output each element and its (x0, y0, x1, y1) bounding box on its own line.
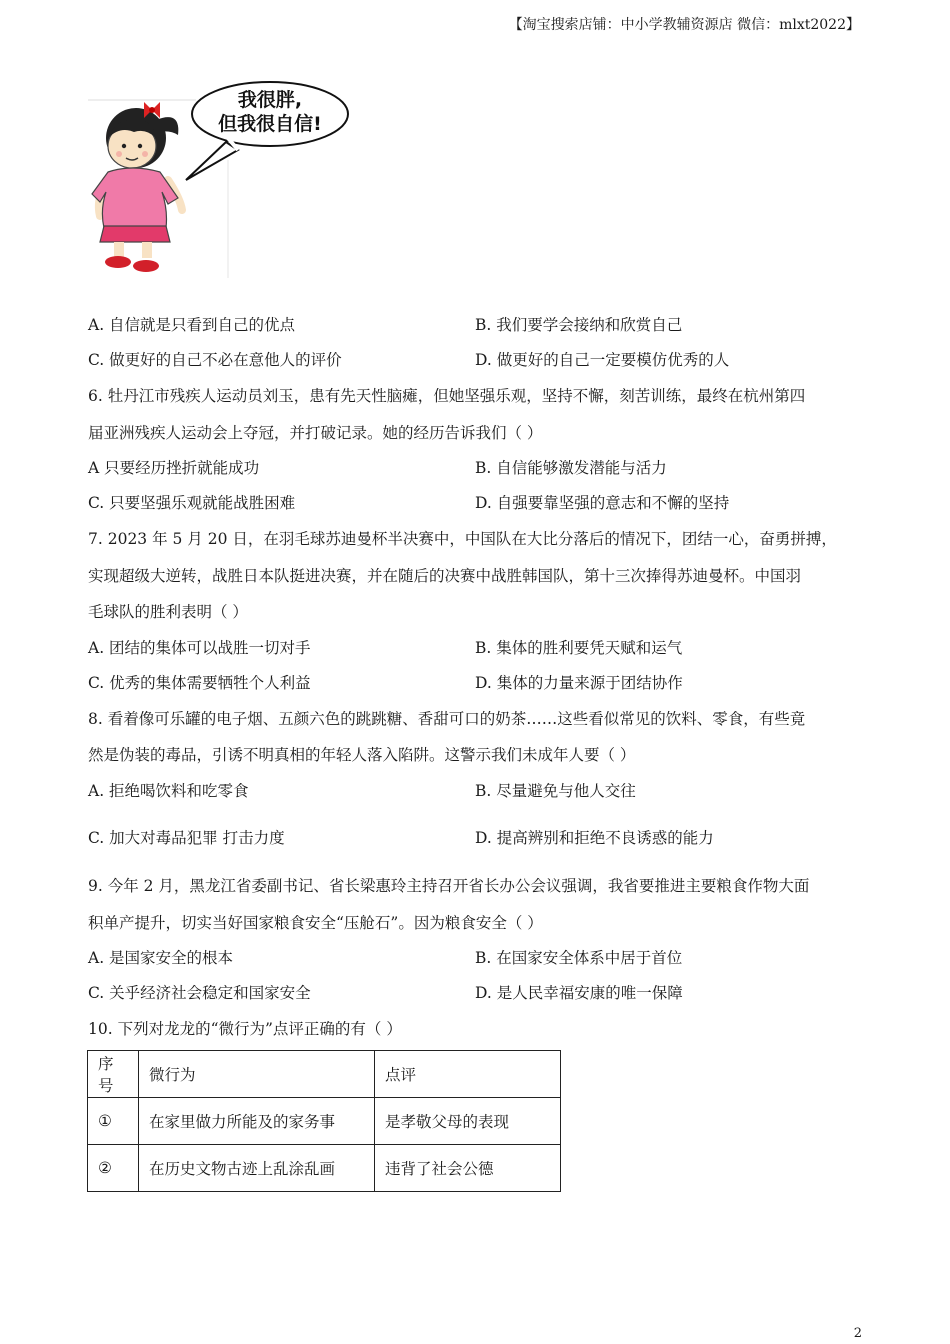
table-row (88, 1098, 561, 1145)
q8-option-d: D. 提高辨别和拒绝不良诱惑的能力 (475, 829, 714, 847)
q5-option-a: A. 自信就是只看到自己的优点 (88, 316, 296, 334)
table-header-cell: 微行为 (139, 1051, 375, 1098)
q7-option-c: C. 优秀的集体需要牺牲个人利益 (88, 674, 311, 692)
table-cell: 是孝敬父母的表现 (375, 1098, 561, 1145)
q6-option-c: C. 只要坚强乐观就能战胜困难 (88, 494, 296, 512)
bubble-line-1: 我很胖, (237, 89, 303, 111)
bubble-line-2: 但我很自信! (218, 113, 322, 135)
q6-stem-line-1: 6. 牡丹江市残疾人运动员刘玉，患有先天性脑瘫，但她坚强乐观，坚持不懈，刻苦训练，最终在杭州第四 (88, 387, 806, 405)
q7-option-b: B. 集体的胜利要凭天赋和运气 (475, 639, 683, 657)
q7-stem-line-1: 7. 2023 年 5 月 20 日，在羽毛球苏迪曼杯半决赛中，中国队在大比分落后的情况下，团结一心，奋勇拼搏， (88, 530, 837, 548)
q9-option-d: D. 是人民幸福安康的唯一保障 (475, 984, 683, 1002)
page-number: 2 (853, 1326, 862, 1341)
q7-stem-line-2: 实现超级大逆转，战胜日本队挺进决赛，并在随后的决赛中战胜韩国队，第十三次捧得苏迪曼杯。中国羽 (88, 567, 802, 585)
q8-stem-line-1: 8. 看着像可乐罐的电子烟、五颜六色的跳跳糖、香甜可口的奶茶……这些看似常见的饮料、零食，有些竟 (88, 710, 806, 728)
table-cell: ② (88, 1145, 139, 1192)
q8-option-a: A. 拒绝喝饮料和吃零食 (88, 782, 249, 800)
q5-option-b: B. 我们要学会接纳和欣赏自己 (475, 316, 683, 334)
q5-option-d: D. 做更好的自己一定要模仿优秀的人 (475, 351, 730, 369)
q9-option-c: C. 关乎经济社会稳定和国家安全 (88, 984, 311, 1002)
q10-stem: 10. 下列对龙龙的“微行为”点评正确的有（ ） (88, 1020, 402, 1038)
q6-option-a: A 只要经历挫折就能成功 (88, 459, 260, 477)
q7-stem-line-3: 毛球队的胜利表明（ ） (88, 603, 248, 621)
q8-option-b: B. 尽量避免与他人交往 (475, 782, 636, 800)
table-row (88, 1145, 561, 1192)
q6-stem-line-2: 届亚洲残疾人运动会上夺冠，并打破记录。她的经历告诉我们（ ） (88, 424, 543, 442)
q9-option-a: A. 是国家安全的根本 (88, 949, 234, 967)
table-cell: 在家里做力所能及的家务事 (139, 1098, 375, 1145)
q7-option-a: A. 团结的集体可以战胜一切对手 (88, 639, 311, 657)
speech-bubble (186, 82, 348, 180)
q5-option-c: C. 做更好的自己不必在意他人的评价 (88, 351, 342, 369)
table-cell: ① (88, 1098, 139, 1145)
girl-figure (92, 102, 182, 272)
q8-option-c: C. 加大对毒品犯罪 打击力度 (88, 829, 285, 847)
q9-option-b: B. 在国家安全体系中居于首位 (475, 949, 683, 967)
page-header: 【淘宝搜索店铺：中小学教辅资源店 微信：mlxt2022】 (508, 17, 860, 33)
table-header-cell: 点评 (375, 1051, 561, 1098)
q6-option-b: B. 自信能够激发潜能与活力 (475, 459, 667, 477)
table-cell: 在历史文物古迹上乱涂乱画 (139, 1145, 375, 1192)
q9-stem-line-1: 9. 今年 2 月，黑龙江省委副书记、省长梁惠玲主持召开省长办公会议强调，我省要推进主要粮食作物大面 (88, 877, 810, 895)
table-cell: 违背了社会公德 (375, 1145, 561, 1192)
table-header-row (88, 1051, 561, 1098)
table-header-cell: 序号 (88, 1051, 139, 1098)
girl-illustration (86, 80, 366, 290)
q9-stem-line-2: 积单产提升，切实当好国家粮食安全“压舱石”。因为粮食安全（ ） (88, 914, 543, 932)
q7-option-d: D. 集体的力量来源于团结协作 (475, 674, 683, 692)
q10-table (87, 1050, 561, 1192)
q8-stem-line-2: 然是伪装的毒品，引诱不明真相的年轻人落入陷阱。这警示我们未成年人要（ ） (88, 746, 636, 764)
q6-option-d: D. 自强要靠坚强的意志和不懈的坚持 (475, 494, 730, 512)
